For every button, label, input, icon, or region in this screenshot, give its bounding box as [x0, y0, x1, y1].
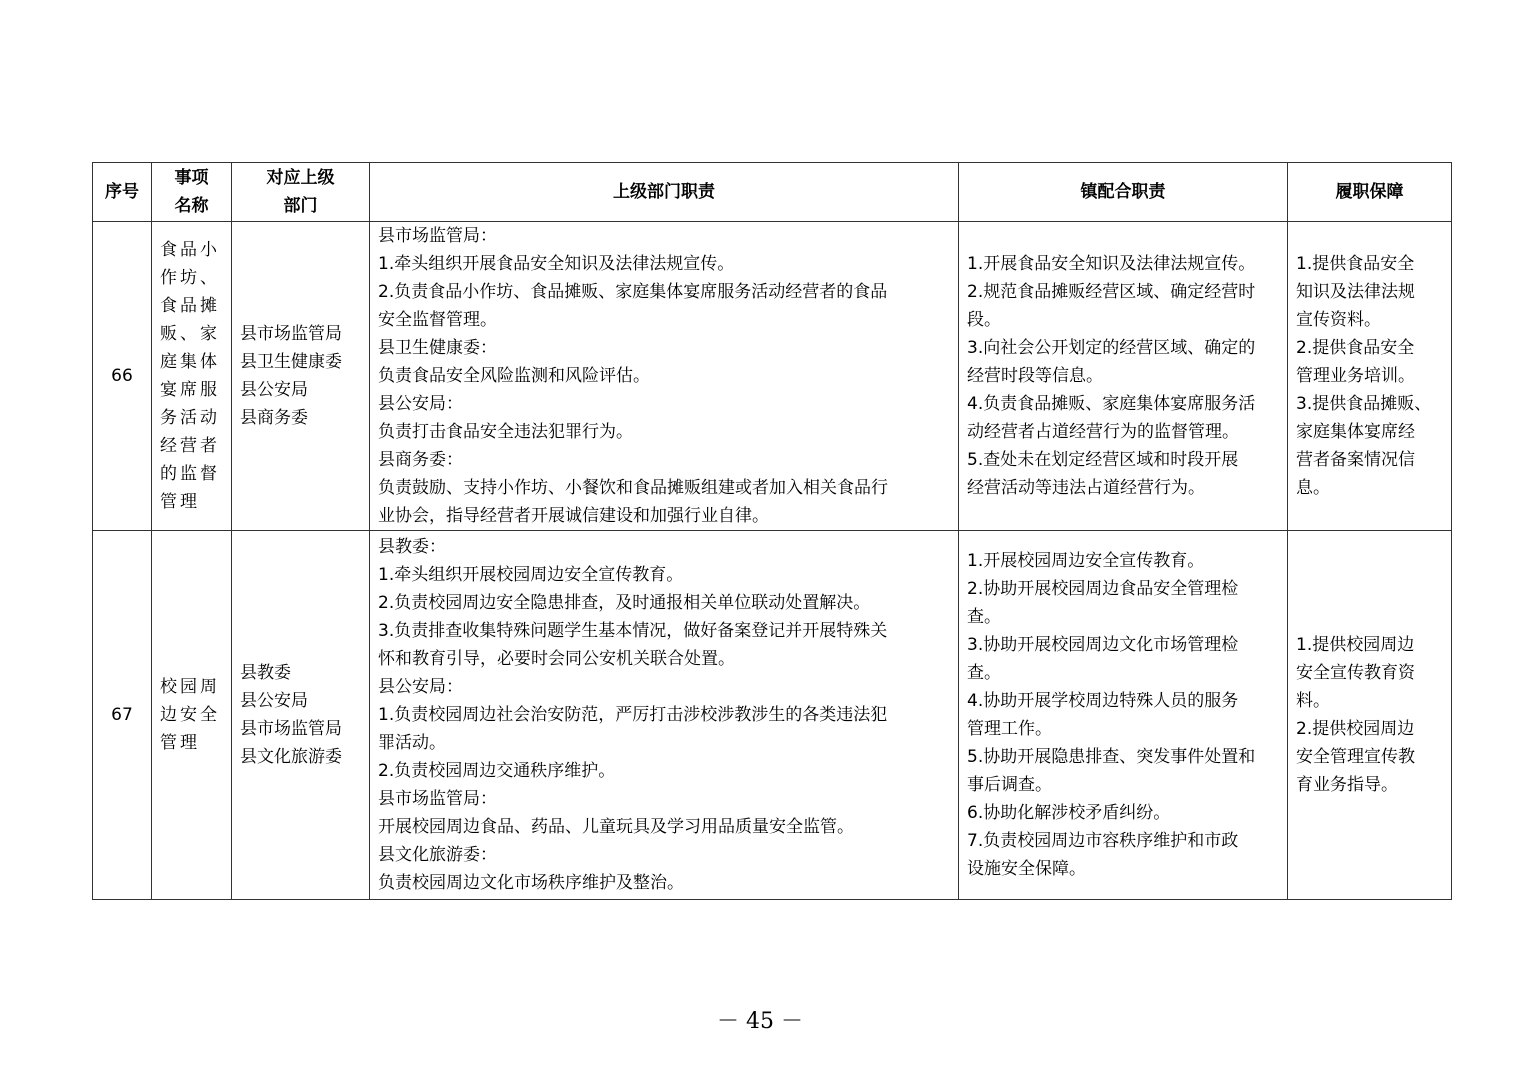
cell-town-duty-line: 5.查处未在划定经营区域和时段开展 — [967, 450, 1239, 470]
cell-seq: 66 — [93, 222, 152, 531]
cell-item-name-line: 庭集体 — [160, 352, 220, 372]
cell-upper-dept-line: 县文化旅游委 — [240, 747, 342, 767]
header-upper-dept — [232, 163, 370, 222]
cell-item-name-line: 食品摊 — [160, 296, 220, 316]
cell-upper-duty-line: 县市场监管局： — [378, 226, 497, 246]
cell-town-duty-line: 管理工作。 — [967, 719, 1052, 739]
cell-upper-duty — [370, 222, 959, 531]
cell-guarantee-line: 1.提供校园周边 — [1296, 635, 1415, 655]
cell-guarantee-line: 家庭集体宴席经 — [1296, 422, 1415, 442]
cell-item-name-line: 作坊、 — [160, 268, 220, 288]
cell-guarantee-line: 管理业务培训。 — [1296, 366, 1415, 386]
cell-town-duty-line: 查。 — [967, 607, 1001, 627]
cell-upper-duty-line: 怀和教育引导，必要时会同公安机关联合处置。 — [378, 649, 735, 669]
header-seq: 序号 — [93, 163, 152, 222]
cell-town-duty — [959, 531, 1288, 900]
cell-upper-duty-line: 负责食品安全风险监测和风险评估。 — [378, 366, 650, 386]
header-guarantee: 履职保障 — [1288, 163, 1452, 222]
cell-guarantee-line: 3.提供食品摊贩、 — [1296, 394, 1432, 414]
cell-item-name-line: 校园周 — [160, 677, 220, 697]
cell-upper-duty-line: 负责校园周边文化市场秩序维护及整治。 — [378, 873, 684, 893]
cell-upper-duty-line: 安全监督管理。 — [378, 310, 497, 330]
cell-item-name-line: 宴席服 — [160, 380, 220, 400]
table-row — [93, 531, 1452, 900]
cell-town-duty — [959, 222, 1288, 531]
cell-guarantee-line: 营者备案情况信 — [1296, 450, 1415, 470]
cell-upper-duty-line: 1.牵头组织开展校园周边安全宣传教育。 — [378, 565, 684, 585]
cell-upper-duty-line: 县商务委： — [378, 450, 463, 470]
cell-upper-dept-line: 县公安局 — [240, 691, 308, 711]
cell-upper-duty-line: 县市场监管局： — [378, 789, 497, 809]
cell-town-duty-line: 2.协助开展校园周边食品安全管理检 — [967, 579, 1239, 599]
cell-upper-duty-line: 2.负责校园周边安全隐患排查，及时通报相关单位联动处置解决。 — [378, 593, 871, 613]
cell-item-name-line: 务活动 — [160, 408, 220, 428]
cell-upper-dept — [232, 531, 370, 900]
cell-guarantee-line: 安全管理宣传教 — [1296, 747, 1415, 767]
header-item-name — [152, 163, 232, 222]
cell-upper-duty-line: 业协会，指导经营者开展诚信建设和加强行业自律。 — [378, 506, 769, 526]
cell-upper-duty-line: 1.牵头组织开展食品安全知识及法律法规宣传。 — [378, 254, 735, 274]
cell-item-name-line: 管理 — [160, 492, 200, 512]
cell-town-duty-line: 6.协助化解涉校矛盾纠纷。 — [967, 803, 1171, 823]
cell-item-name-line: 贩、家 — [160, 324, 220, 344]
duty-table — [92, 162, 1452, 900]
header-town-duty: 镇配合职责 — [959, 163, 1288, 222]
cell-item-name — [152, 531, 232, 900]
cell-item-name-line: 的监督 — [160, 464, 220, 484]
cell-seq: 67 — [93, 531, 152, 900]
cell-town-duty-line: 4.协助开展学校周边特殊人员的服务 — [967, 691, 1239, 711]
cell-guarantee-line: 2.提供食品安全 — [1296, 338, 1415, 358]
header-item-name-line: 名称 — [174, 196, 209, 216]
cell-guarantee-line: 育业务指导。 — [1296, 775, 1398, 795]
page-number: － 45 － — [717, 1009, 803, 1034]
cell-upper-dept-line: 县教委 — [240, 663, 291, 683]
header-upper-dept-line: 部门 — [283, 196, 318, 216]
cell-guarantee-line: 1.提供食品安全 — [1296, 254, 1415, 274]
cell-town-duty-line: 1.开展食品安全知识及法律法规宣传。 — [967, 254, 1256, 274]
cell-town-duty-line: 设施安全保障。 — [967, 859, 1086, 879]
cell-upper-duty-line: 负责鼓励、支持小作坊、小餐饮和食品摊贩组建或者加入相关食品行 — [378, 478, 888, 498]
cell-town-duty-line: 3.向社会公开划定的经营区域、确定的 — [967, 338, 1256, 358]
header-item-name-line: 事项 — [174, 168, 209, 188]
cell-upper-duty-line: 县卫生健康委： — [378, 338, 497, 358]
cell-upper-duty-line: 负责打击食品安全违法犯罪行为。 — [378, 422, 633, 442]
table-body — [93, 222, 1452, 900]
cell-town-duty-line: 事后调查。 — [967, 775, 1052, 795]
cell-town-duty-line: 1.开展校园周边安全宣传教育。 — [967, 551, 1205, 571]
header-upper-dept-line: 对应上级 — [266, 168, 335, 188]
cell-item-name-line: 食品小 — [160, 240, 220, 260]
cell-upper-dept-line: 县卫生健康委 — [240, 352, 342, 372]
cell-guarantee — [1288, 222, 1452, 531]
cell-upper-duty-line: 县教委： — [378, 537, 446, 557]
cell-upper-duty-line: 开展校园周边食品、药品、儿童玩具及学习用品质量安全监管。 — [378, 817, 854, 837]
cell-upper-duty-line: 县公安局： — [378, 677, 463, 697]
cell-upper-dept-line: 县市场监管局 — [240, 324, 342, 344]
cell-item-name — [152, 222, 232, 531]
cell-item-name-line: 管理 — [160, 733, 200, 753]
cell-town-duty-line: 动经营者占道经营行为的监督管理。 — [967, 422, 1239, 442]
cell-upper-duty-line: 2.负责食品小作坊、食品摊贩、家庭集体宴席服务活动经营者的食品 — [378, 282, 888, 302]
table-row — [93, 222, 1452, 531]
cell-item-name-line: 经营者 — [160, 436, 220, 456]
cell-town-duty-line: 2.规范食品摊贩经营区域、确定经营时 — [967, 282, 1256, 302]
cell-upper-duty-line: 1.负责校园周边社会治安防范，严厉打击涉校涉教涉生的各类违法犯 — [378, 705, 888, 725]
cell-guarantee-line: 料。 — [1296, 691, 1330, 711]
cell-upper-dept — [232, 222, 370, 531]
cell-upper-duty-line: 罪活动。 — [378, 733, 446, 753]
cell-town-duty-line: 经营时段等信息。 — [967, 366, 1103, 386]
cell-upper-duty-line: 县公安局： — [378, 394, 463, 414]
cell-guarantee-line: 宣传资料。 — [1296, 310, 1381, 330]
cell-item-name-line: 边安全 — [160, 705, 220, 725]
table-header-row — [93, 163, 1452, 222]
cell-upper-dept-line: 县商务委 — [240, 408, 308, 428]
cell-upper-dept-line: 县公安局 — [240, 380, 308, 400]
cell-town-duty-line: 经营活动等违法占道经营行为。 — [967, 478, 1205, 498]
cell-town-duty-line: 5.协助开展隐患排查、突发事件处置和 — [967, 747, 1256, 767]
cell-upper-duty-line: 3.负责排查收集特殊问题学生基本情况，做好备案登记并开展特殊关 — [378, 621, 888, 641]
cell-town-duty-line: 段。 — [967, 310, 1001, 330]
cell-town-duty-line: 查。 — [967, 663, 1001, 683]
cell-upper-duty-line: 2.负责校园周边交通秩序维护。 — [378, 761, 616, 781]
cell-upper-duty-line: 县文化旅游委： — [378, 845, 497, 865]
cell-guarantee-line: 2.提供校园周边 — [1296, 719, 1415, 739]
cell-town-duty-line: 4.负责食品摊贩、家庭集体宴席服务活 — [967, 394, 1256, 414]
cell-guarantee — [1288, 531, 1452, 900]
header-upper-duty: 上级部门职责 — [370, 163, 959, 222]
cell-town-duty-line: 7.负责校园周边市容秩序维护和市政 — [967, 831, 1239, 851]
cell-upper-duty — [370, 531, 959, 900]
cell-guarantee-line: 知识及法律法规 — [1296, 282, 1415, 302]
cell-guarantee-line: 息。 — [1296, 478, 1330, 498]
cell-upper-dept-line: 县市场监管局 — [240, 719, 342, 739]
cell-town-duty-line: 3.协助开展校园周边文化市场管理检 — [967, 635, 1239, 655]
cell-guarantee-line: 安全宣传教育资 — [1296, 663, 1415, 683]
